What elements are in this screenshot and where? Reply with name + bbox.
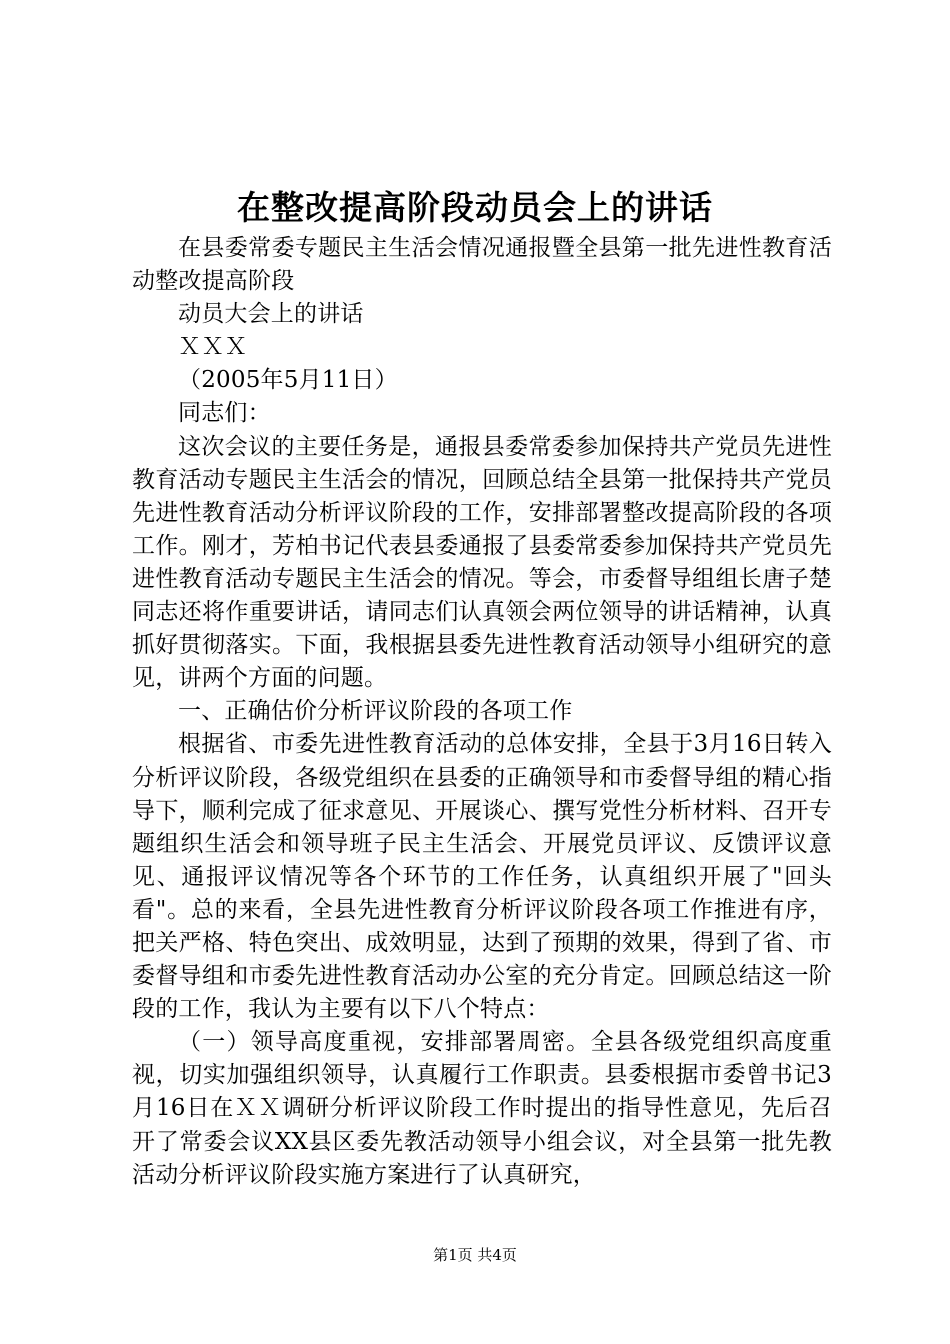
paragraph-intro: 这次会议的主要任务是，通报县委常委参加保持共产党员先进性教育活动专题民主生活会的情况，回顾总结全县第一批保持共产党员先进性教育活动分析评议阶段的工作，安排部署整改提高阶段的各项工作。刚才，芳柏书记代表县委通报了县委常委参加保持共产党员先进性教育活动专题民主生活会的情况。等会，市委督导组组长唐子楚同志还将作重要讲话，请同志们认真领会两位领导的讲话精神，认真抓好贯彻落实。下面，我根据县委先进性教育活动领导小组研究的意见，讲两个方面的问题。 <box>132 433 832 692</box>
paragraph-section-1: 根据省、市委先进性教育活动的总体安排，全县于3月16日转入分析评议阶段，各级党组织在县委的正确领导和市委督导组的精心指导下，顺利完成了征求意见、开展谈心、撰写党性分析材料、召开专题组织生活会和领导班子民主生活会、开展党员评议、反馈评议意见、通报评议情况等各个环节的工作任务，认真组织开展了"回头看"。总的来看，全县先进性教育分析评议阶段各项工作推进有序，把关严格、特色突出、成效明显，达到了预期的效果，得到了省、市委督导组和市委先进性教育活动办公室的充分肯定。回顾总结这一阶段的工作，我认为主要有以下八个特点： <box>132 731 832 1023</box>
paragraph-subtitle: 在县委常委专题民主生活会情况通报暨全县第一批先进性教育活动整改提高阶段 <box>132 235 832 295</box>
paragraph-salutation: 同志们： <box>178 400 271 427</box>
section-heading-1: 一、正确估价分析评议阶段的各项工作 <box>178 698 573 725</box>
page-footer: 第1页 共4页 <box>433 1246 517 1264</box>
paragraph-author: ＸＸＸ <box>178 334 248 361</box>
paragraph-date: （2005年5月11日） <box>178 367 398 394</box>
document-title: 在整改提高阶段动员会上的讲话 <box>237 188 713 227</box>
document-body <box>132 232 832 1192</box>
paragraph-subtitle-cont: 动员大会上的讲话 <box>178 301 364 328</box>
paragraph-point-1: （一）领导高度重视，安排部署周密。全县各级党组织高度重视，切实加强组织领导，认真履行工作职责。县委根据市委曾书记3月16日在ＸＸ调研分析评议阶段工作时提出的指导性意见，先后召开了常委会议XX县区委先教活动领导小组会议，对全县第一批先教活动分析评议阶段实施方案进行了认真研究， <box>132 1029 832 1188</box>
